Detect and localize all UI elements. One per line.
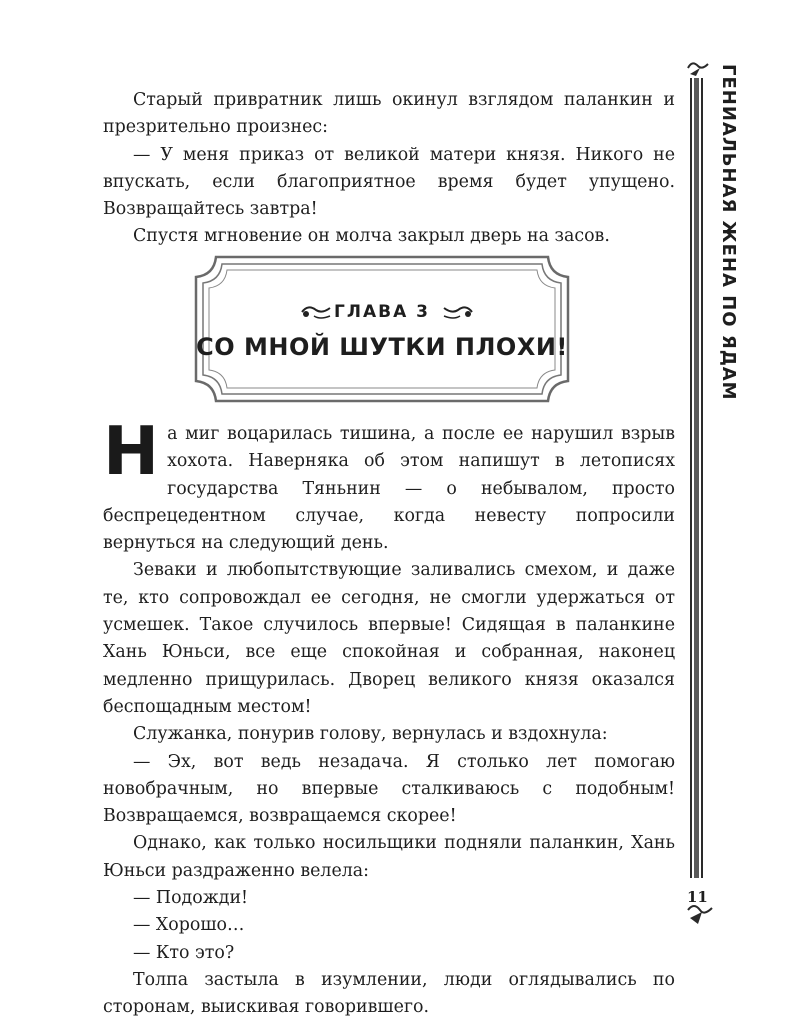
dialogue-line: — Кто это? (133, 942, 235, 963)
paragraph: Однако, как только носильщики подняли паланкин, Хань Юньси раздраженно велела: (103, 833, 675, 881)
running-head: ГЕНИАЛЬНАЯ ЖЕНА ПО ЯДАМ (718, 64, 739, 401)
main-text-block (103, 412, 675, 1022)
chapter-title: СО МНОЙ ШУТКИ ПЛОХИ! (196, 333, 568, 361)
paragraph: Спустя мгновение он молча закрыл дверь на засов. (133, 226, 610, 247)
chapter-label: ГЛАВА 3 (334, 302, 430, 322)
paragraph: Служанка, понурив голову, вернулась и вздохнула: (133, 724, 608, 745)
side-border-ornament (686, 60, 716, 935)
paragraph: Зеваки и любопытствующие заливались смехом, и даже те, кто сопровождал ее сегодня, не смогли удержаться от усмешек. Такое случилось впервые! Сидящая в паланкине Хань Юньси, все еще спокойная и собранная, наконец медленно прищурилась. Дворец великого князя оказался беспощадным местом! (103, 560, 675, 717)
paragraph: Старый привратник лишь окинул взглядом паланкин и презрительно произнес: (103, 90, 675, 138)
paragraph: Толпа застыла в изумлении, люди оглядывались по сторонам, выискивая говорившего. (103, 969, 675, 1018)
top-text-block (103, 87, 675, 251)
drop-cap: Н (103, 412, 160, 490)
dialogue-line: — Хорошо… (133, 915, 245, 936)
first-paragraph-text: а миг воцарилась тишина, а после ее нарушил взрыв хохота. Наверняка об этом напишут в летописях государства Тяньнин — о небывалом, просто беспрецедентном случае, когда невесту попросили вернуться на следующий день. (103, 424, 675, 554)
dialogue-line: — Эх, вот ведь незадача. Я столько лет помогаю новобрачным, но впервые сталкиваюсь с подобным! Возвращаемся, возвращаемся скорее! (103, 751, 675, 827)
page-number: 11 (687, 888, 708, 906)
ornament-right-icon (440, 302, 474, 322)
first-paragraph (103, 412, 675, 557)
dialogue-line: — У меня приказ от великой матери князя. Никого не впускать, если благоприятное время будет упущено. Возвращайтесь завтра! (103, 144, 675, 220)
dialogue-line: — Подожди! (133, 888, 249, 909)
chapter-frame (194, 255, 570, 403)
